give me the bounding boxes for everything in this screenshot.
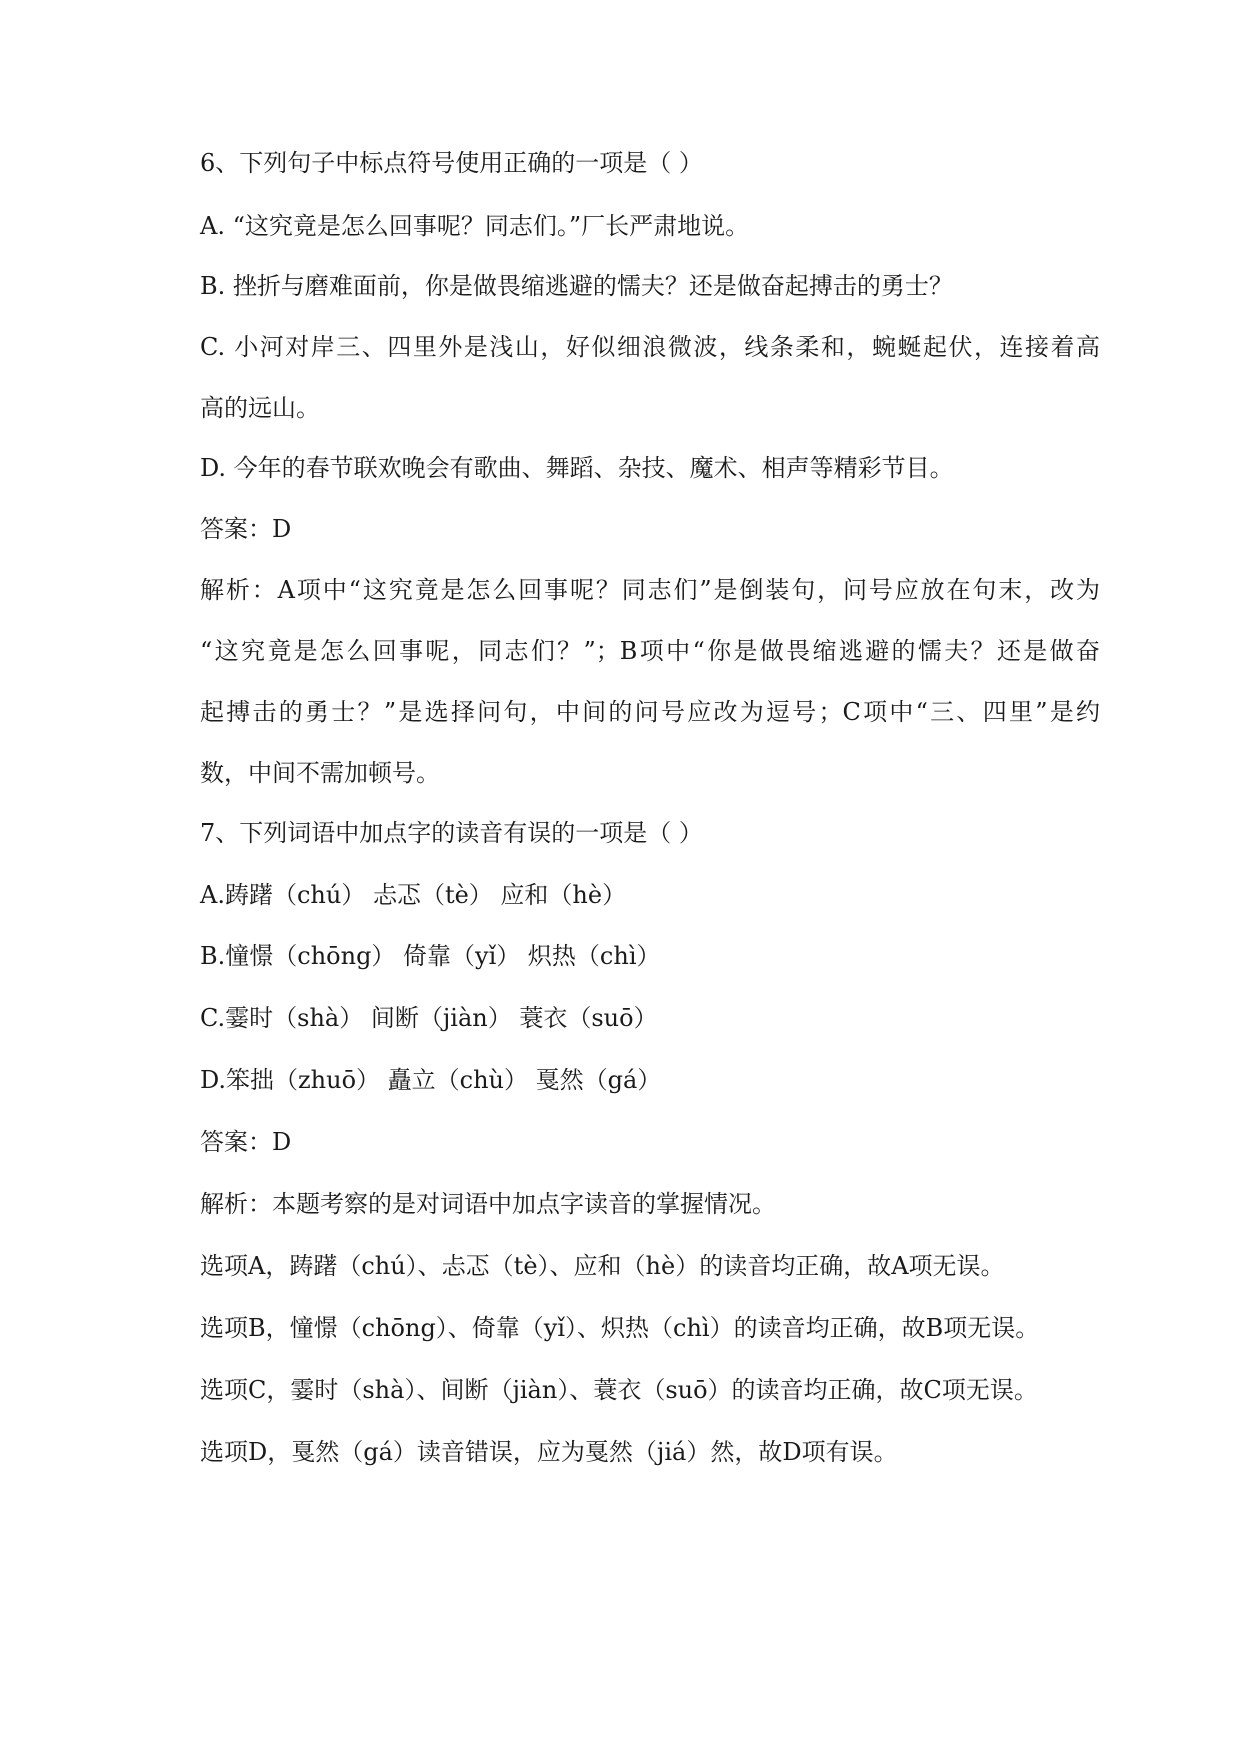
question-7-analysis-d: 选项D，戛然（gá）读音错误，应为戛然（jiá）然，故D项有误。 bbox=[200, 1438, 898, 1466]
question-7-analysis-intro: 解析：本题考察的是对词语中加点字读音的掌握情况。 bbox=[200, 1190, 776, 1218]
question-7-option-c: C.霎时（shà） 间断（jiàn） 蓑衣（suō） bbox=[200, 1004, 658, 1032]
question-6-answer: 答案：D bbox=[200, 515, 292, 543]
question-7-option-b: B.憧憬（chōng） 倚靠（yǐ） 炽热（chì） bbox=[200, 942, 661, 970]
question-7-option-d: D.笨拙（zhuō） 矗立（chù） 戛然（gá） bbox=[200, 1066, 662, 1094]
question-6-analysis-line3: 起搏击的勇士？”是选择问句，中间的问号应改为逗号；C项中“三、四里”是约 bbox=[200, 698, 1100, 726]
question-7-analysis-c: 选项C，霎时（shà）、间断（jiàn）、蓑衣（suō）的读音均正确，故C项无误。 bbox=[200, 1376, 1038, 1404]
question-7-option-a: A.踌躇（chú） 忐忑（tè） 应和（hè） bbox=[200, 881, 627, 909]
question-7-analysis-b: 选项B，憧憬（chōng）、倚靠（yǐ）、炽热（chì）的读音均正确，故B项无误。 bbox=[200, 1314, 1040, 1342]
question-7-title: 7、下列词语中加点字的读音有误的一项是（ ） bbox=[200, 819, 703, 847]
question-6-analysis-line2: “这究竟是怎么回事呢，同志们？”；B项中“你是做畏缩逃避的懦夫？还是做奋 bbox=[200, 637, 1100, 665]
question-6-option-c-line1: C. 小河对岸三、四里外是浅山，好似细浪微波，线条柔和，蜿蜒起伏，连接着高 bbox=[200, 333, 1100, 361]
question-6-title: 6、下列句子中标点符号使用正确的一项是（ ） bbox=[200, 149, 703, 177]
question-7-analysis-a: 选项A，踌躇（chú）、忐忑（tè）、应和（hè）的读音均正确，故A项无误。 bbox=[200, 1252, 1005, 1280]
question-7-answer: 答案：D bbox=[200, 1128, 292, 1156]
question-6-analysis-line4: 数，中间不需加顿号。 bbox=[200, 759, 440, 787]
question-6-analysis-line1: 解析：A项中“这究竟是怎么回事呢？同志们”是倒装句，问号应放在句末，改为 bbox=[200, 576, 1100, 604]
question-6-option-c-line2: 高的远山。 bbox=[200, 394, 320, 422]
question-6-option-b: B. 挫折与磨难面前，你是做畏缩逃避的懦夫？还是做奋起搏击的勇士？ bbox=[200, 272, 953, 300]
question-6-option-d: D. 今年的春节联欢晚会有歌曲、舞蹈、杂技、魔术、相声等精彩节目。 bbox=[200, 454, 954, 482]
question-6-option-a: A. “这究竟是怎么回事呢？同志们。”厂长严肃地说。 bbox=[200, 212, 750, 240]
